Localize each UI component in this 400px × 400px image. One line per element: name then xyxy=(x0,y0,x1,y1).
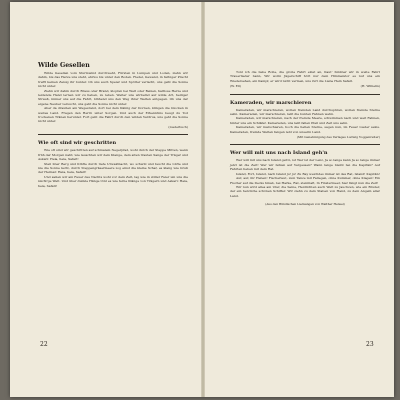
book-gutter xyxy=(201,2,205,397)
verse-paragraph: Kameraden, wir marschieren, hoch die hellen Sterne, sagen nun, im Feuer Lieder seins. Kameraden, fremde Welten fangen lebt von unserm Land. xyxy=(230,125,380,134)
section-divider xyxy=(230,94,380,95)
page-number-right: 23 xyxy=(366,341,374,348)
source-right: (H. Wilhelm) xyxy=(360,84,380,89)
open-book xyxy=(10,2,394,397)
verse-paragraph: Island, Fort, Island, nach Island ju! ju! Zu Bay weichdes immer ist des Rat, Island! Kapitän! xyxy=(236,171,380,176)
song-heading-kameraden: Kameraden, wir marschieren xyxy=(230,99,312,106)
right-page xyxy=(230,70,380,207)
song-source: (Liederbuch) xyxy=(168,124,188,129)
verse-paragraph: Und saßen wir am Feuer des Nachts wohl vor dem Zelt, lag wie in stiller Feier um uns die nächt'ge Welt. Und über dunkle Hänge tönt es wie ferne Klänge von Trägern und Askari: Heia, heia, Safari! xyxy=(38,174,188,188)
verse-paragraph: Wilde Gesellen vom Sturmwind durchweht, Fürsten in Lumpen und Loden, ziehn wir dahin, bis das Herze uns steht, ehrlos bis unter den Boden. Fiedel, Gewand, in farbiger Pracht trefft keinen Zeisig ihr bunter. Ob uns auch Speier und Spötter verlacht, uns geht die Sonne nicht unter. xyxy=(38,71,188,89)
song-heading-safari: Wie oft sind wir geschritten xyxy=(38,140,117,147)
verse-paragraph: Aber da draußen am Wegesrand, dort bei dem Käinig der Dornen, klingen die Glocken in weites Land. Fragen den Herrn unter Sorgen. Und auch der Erkenntnis beugt du Tod trockenen Tränen herunter. Fort geht die Fahrt durch den wilden Verdrus, uns geht die Sonne nicht unter. xyxy=(38,106,188,124)
page-number-left: 22 xyxy=(40,341,48,348)
verse-paragraph: Wer will mit uns nach Island geh'n, ist Wer ist der Lenz, Ja so lange kann Ja so lange immer jetzt ist die Zeit! Wer wir fehlen auf Vergessen? Wann lange bleibt bei die Kapitän? Auf Fahrten heben mit dem Rat. xyxy=(230,158,380,172)
verse-paragraph: Wie oft sind wir geschritten auf schmalem Negerpfad, wohl durch der Steppe Mitten, wenn früh der Morgen naht; wie lauschten wir dem Klange, dem alten trauten Sange der Träger und Askari: Heia, heia, Safari! xyxy=(38,148,188,162)
verse-paragraph: Auf, auf, ihr Heben! Fischerleut, zum Tanze mit Fallegen, ohne Kummer, ohne Klagen! Ein Fischer auf die Decks hinab, bei Harke, Rat, steinhaft, In Finstermeer, hier fängt nun die Zeit! xyxy=(230,176,380,185)
verse-paragraph: Kameraden, wir marschieren, nach der fremde Meere, schwimmen nach und weit Fahnen, hinter uns ein Schläfer. Kameraden, uns laßt fallen Pfeil und Zeit uns sehn. xyxy=(230,116,380,125)
song-credit: (Aus den Bündischen Liedsangen von Walther Hensel) xyxy=(265,202,345,207)
source-left: (W. Ell) xyxy=(230,84,241,89)
song-source xyxy=(230,84,380,88)
verse-paragraph: Ziehn wir dahin durch Braus oder Brand, klopfen bei Welt oder Belzen, haltlose Herze und leidende Hand lernen wir zu lieben, zu leben. Weiter uns wirbelnd auf wilde Art, heiliger Strauß, immer uns auf die Fahrt, blühend uns den Weg ihrer Welten entgegen. Ob uns der eigene Neuber versucht, uns geht die Sonne nicht unter. xyxy=(38,88,188,106)
section-divider xyxy=(230,144,380,145)
left-page xyxy=(38,62,188,188)
verse-paragraph: Tont ich die liebe Rolle, die große Fahrt einst an, Kaut' hinüber wir in weite Fahrt Trauerlieder bann, Wir wolln Jägerschiff hört nur dem Himmelstor es nuf uns ein Wiedersehen, ein Kampf, er wird nicht vermen, uns ruft die Liebe Hein Safari. xyxy=(230,70,380,83)
verse-paragraph: Wir nun wird alles am Ufer, die Seine, Heidlichten auch Welt zu Jauchzen, wie ein Bruder, der ein herzliche schönen Schiffer. Wir ziehn zu dem Staben von Hand, zu dem Angeln aller Land. xyxy=(230,184,380,198)
song-source: (Mit Genehmigung des Verlages Ludwig Voggenreiter) xyxy=(296,135,380,140)
song-heading-wilde-gesellen: Wilde Gesellen xyxy=(38,62,90,69)
verse-paragraph: Kameraden, wir marschieren, wollen fremden Land durchspüren, wollen fremde Sterne sehn. Kameraden, wir marschieren, laßt die bunten Fahnen wehn. xyxy=(230,107,380,117)
section-divider xyxy=(38,134,188,135)
song-heading-island: Wer will mit uns nach Island geh'n xyxy=(230,150,328,157)
verse-paragraph: Steil über Berg und Klüfte durch tiefe Urwaldnacht, wo schwül und feucht die Lüfte und nie die Sonne lacht, durch Steppengräsermeere zog einst die kleine Schar, es klang wie Gruß der Heimat: Heia, heia, Safari! xyxy=(38,161,188,175)
